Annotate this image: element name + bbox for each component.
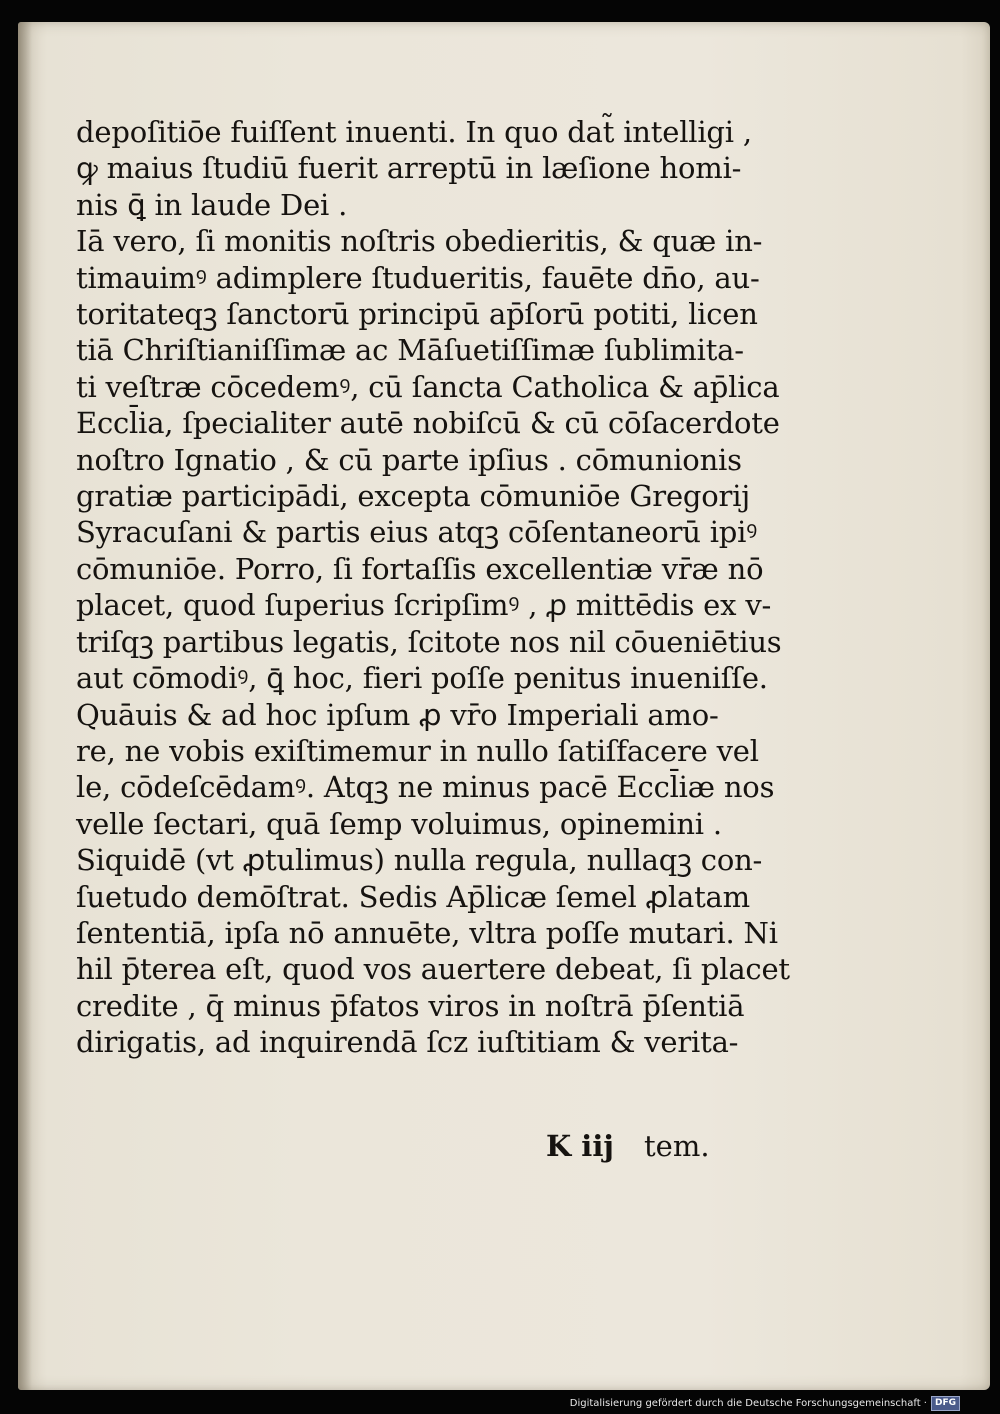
text-line: Iā vero, ſi monitis noſtris obedieritis, & quæ in- (76, 224, 763, 259)
text-line: depoſitiōe fuiſſent inuenti. In quo dat̃ intelligi , (76, 115, 752, 149)
text-line: ſententiā, ipſa nō annuēte, vltra poſſe mutari. Ni (76, 915, 778, 950)
text-line: Siquidē (vt ꝓtulimus) nulla regula, nullaqꝫ con- (76, 843, 763, 878)
text-line: ſuetudo demōſtrat. Sedis Ap̄licæ ſemel ꝓlatam (76, 879, 750, 914)
text-line: placet, quod ſuperius ſcripſimꝰ , ꝓ mittēdis ex v- (76, 588, 772, 623)
text-line: timauimꝰ adimplere ſtudueritis, fauēte dn̄o, au- (76, 260, 760, 295)
digitization-credit (570, 1392, 960, 1414)
text-line: noſtro Ignatio , & cū parte ipſius . cōmunionis (76, 442, 742, 477)
text-line: triſqꝫ partibus legatis, ſcitote nos nil cōueniētius (76, 624, 782, 659)
credit-text: Digitalisierung gefördert durch die Deutsche Forschungsgemeinschaft · (569, 1397, 927, 1409)
text-line: cōmuniōe. Porro, ſi fortaſſis excellentiæ vr̄æ nō (76, 551, 764, 586)
text-line: Quāuis & ad hoc ipſum ꝓ vr̄o Imperiali amo- (76, 697, 719, 732)
page-footer-line (76, 1128, 736, 1164)
text-line: Eccl̄ia, ſpecialiter autē nobiſcū & cū cōſacerdote (76, 406, 780, 441)
text-line: aut cōmodiꝰ, ꝗ̄ hoc, fieri poſſe penitus inueniſſe. (76, 661, 768, 696)
signature-mark: K iij (546, 1129, 614, 1163)
text-line: dirigatis, ad inquirendā ſcz iuſtitiam & verita- (76, 1025, 739, 1060)
text-line: tiā Chriſtianiſſimæ ac Māſuetiſſimæ ſublimita- (76, 333, 744, 368)
text-line: nis ꝗ̄ in laude Dei . (76, 187, 348, 222)
text-line: gratiæ participādi, excepta cōmuniōe Gregorij (76, 479, 751, 514)
text-line: hil p̄terea eſt, quod vos auertere debeat, ſi placet (76, 952, 790, 987)
text-line: toritateqꝫ ſanctorū principū ap̄ſorū potiti, licen (76, 297, 758, 332)
text-line: velle ſectari, quā ſemp voluimus, opinemini . (76, 806, 722, 841)
text-line: le, cōdeſcēdamꝰ. Atqꝫ ne minus pacē Eccl̄iæ nos (76, 770, 775, 805)
text-line: Syracuſani & partis eius atqꝫ cōſentaneorū ipiꝰ (76, 515, 758, 550)
catchword: tem. (644, 1129, 710, 1163)
text-line: credite , q̄ minus p̄fatos viros in noſtrā p̄ſentiā (76, 988, 745, 1023)
text-line: ꝙ maius ſtudiū fuerit arreptū in læſione homi- (76, 151, 742, 186)
text-line: ti veſtræ cōcedemꝰ, cū ſancta Catholica & ap̄lica (76, 369, 780, 404)
dfg-logo: DFG (931, 1396, 960, 1411)
text-line: re, ne vobis exiſtimemur in nullo ſatiſfacere vel (76, 733, 759, 768)
text-block (76, 114, 790, 1061)
book-page (18, 22, 990, 1390)
